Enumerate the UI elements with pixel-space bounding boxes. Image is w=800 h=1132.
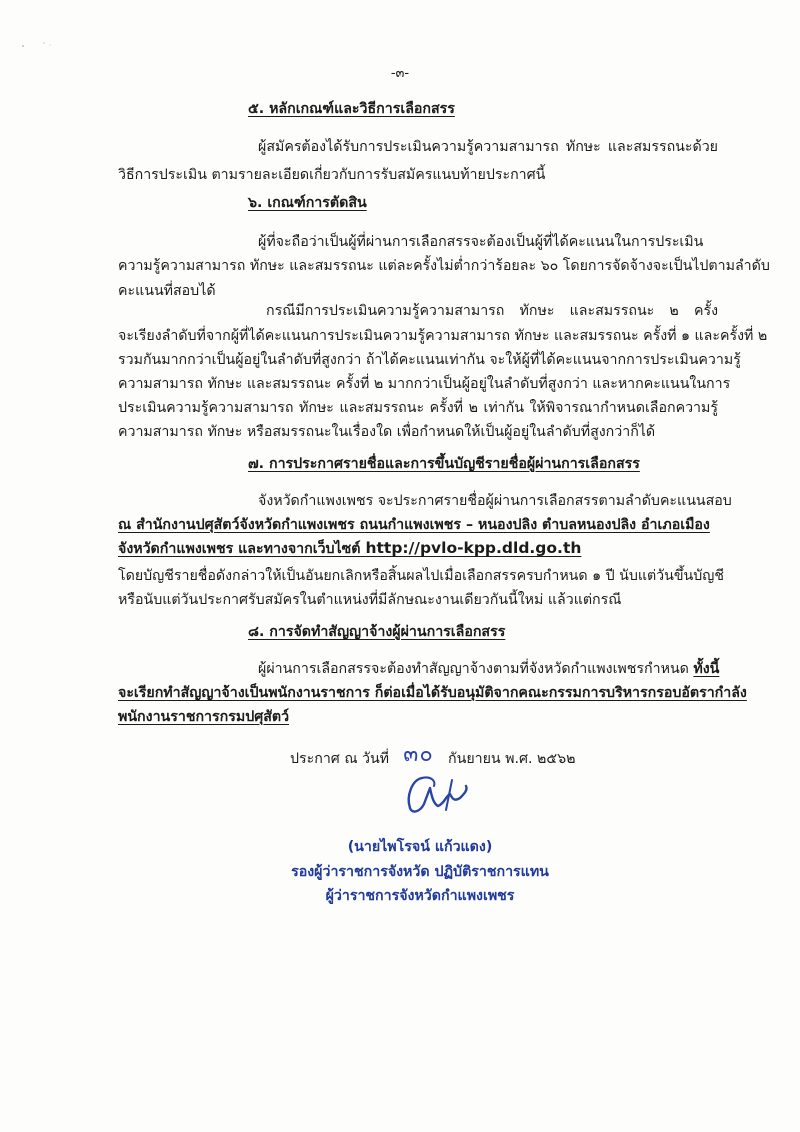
- announcement-prefix: ประกาศ ณ วันที่: [290, 751, 390, 767]
- section-7-line-5: หรือนับแต่วันประกาศรับสมัครในตำแหน่งที่มีลักษณะงานเดียวกันนี้ใหม่ แล้วแต่กรณี: [118, 592, 622, 608]
- section-5-line-2: วิธีการประเมิน ตามรายละเอียดเกี่ยวกับการรับสมัครแนบท้ายประกาศนี้: [118, 167, 546, 183]
- handwritten-day: ๓๐: [403, 742, 434, 767]
- signatory-name: (นายไพโรจน์ แก้วแดง): [347, 839, 493, 855]
- section-5-heading: ๕. หลักเกณฑ์และวิธีการเลือกสรร: [248, 101, 455, 117]
- section-7-line-4: โดยบัญชีรายชื่อดังกล่าวให้เป็นอันยกเลิกหรือสิ้นผลไปเมื่อเลือกสรรครบกำหนด ๑ ปี นับแต่วันขึ้นบัญชี: [118, 568, 724, 584]
- section-6-para2-line-6: ความสามารถ ทักษะ หรือสมรรถนะในเรื่องใด เพื่อกำหนดให้เป็นผู้อยู่ในลำดับที่สูงกว่าก็ได้: [118, 424, 656, 440]
- scan-specks: [20, 40, 60, 50]
- website-link[interactable]: http://pvlo-kpp.dld.go.th: [365, 539, 582, 557]
- announcement-suffix: กันยายน พ.ศ. ๒๕๖๒: [448, 751, 576, 767]
- section-6-para1-line-3: คะแนนที่สอบได้: [118, 283, 216, 299]
- section-6-para2-line-3: รวมกันมากกว่าเป็นผู้อยู่ในลำดับที่สูงกว่า ถ้าได้คะแนนเท่ากัน จะให้ผู้ที่ได้คะแนนจากการประเมินความรู้: [118, 352, 741, 368]
- section-7-address: ณ สำนักงานปศุสัตว์จังหวัดกำแพงเพชร ถนนกำแพงเพชร – หนองปลิง ตำบลหนองปลิง อำเภอเมือง: [118, 517, 710, 533]
- section-6-heading: ๖. เกณฑ์การตัดสิน: [248, 195, 367, 211]
- section-8-line-1: ผู้ผ่านการเลือกสรรจะต้องทำสัญญาจ้างตามที่จังหวัดกำแพงเพชรกำหนด: [258, 661, 694, 677]
- section-6-para2-line-5: ประเมินความรู้ความสามารถ ทักษะ และสมรรถนะ ครั้งที่ ๒ เท่ากัน ให้พิจารณากำหนดเลือกความรู้: [118, 400, 718, 416]
- section-8-line-2: จะเรียกทำสัญญาจ้างเป็นพนักงานราชการ ก็ต่อเมื่อได้รับอนุมัติจากคณะกรรมการบริหารกรอบอัตรากำลัง: [118, 685, 747, 701]
- section-6-para2-line-2: จะเรียงลำดับที่จากผู้ที่ได้คะแนนการประเมินความรู้ความสามารถ ทักษะ และสมรรถนะ ครั้งที่ ๑ และครั้งที่ ๒: [118, 328, 768, 344]
- section-6-para1-line-1: ผู้ที่จะถือว่าเป็นผู้ที่ผ่านการเลือกสรรจะต้องเป็นผู้ที่ได้คะแนนในการประเมิน: [258, 234, 704, 250]
- section-6-para2-line-4: ความสามารถ ทักษะ และสมรรถนะ ครั้งที่ ๒ มากกว่าเป็นผู้อยู่ในลำดับที่สูงกว่า และหากคะแนนในการ: [118, 376, 731, 392]
- section-8-line-3: พนักงานราชการกรมปศุสัตว์: [118, 709, 290, 725]
- section-5-line-1: ผู้สมัครต้องได้รับการประเมินความรู้ความสามารถ ทักษะ และสมรรถนะด้วย: [258, 139, 718, 155]
- section-7-line-1: จังหวัดกำแพงเพชร จะประกาศรายชื่อผู้ผ่านการเลือกสรรตามลำดับคะแนนสอบ: [258, 493, 732, 509]
- signatory-title-1: รองผู้ว่าราชการจังหวัด ปฏิบัติราชการแทน: [291, 864, 549, 880]
- signatory-title-2: ผู้ว่าราชการจังหวัดกำแพงเพชร: [325, 888, 515, 904]
- section-8-line-1-emphasis: ทั้งนี้: [693, 661, 720, 677]
- page-number: -๓-: [390, 66, 410, 81]
- section-6-para1-line-2: ความรู้ความสามารถ ทักษะ และสมรรถนะ แต่ละครั้งไม่ต่ำกว่าร้อยละ ๖๐ โดยการจัดจ้างจะเป็นไปตามลำดับ: [118, 258, 770, 274]
- section-8-heading: ๘. การจัดทำสัญญาจ้างผู้ผ่านการเลือกสรร: [248, 624, 506, 640]
- handwritten-signature: [400, 768, 470, 818]
- section-6-para2-line-1: กรณีมีการประเมินความรู้ความสามารถ ทักษะ และสมรรถนะ ๒ ครั้ง: [266, 303, 718, 319]
- section-7-line-3: จังหวัดกำแพงเพชร และทางจากเว็บไซต์: [118, 541, 366, 557]
- section-7-heading: ๗. การประกาศรายชื่อและการขึ้นบัญชีรายชื่อผู้ผ่านการเลือกสรร: [248, 456, 640, 472]
